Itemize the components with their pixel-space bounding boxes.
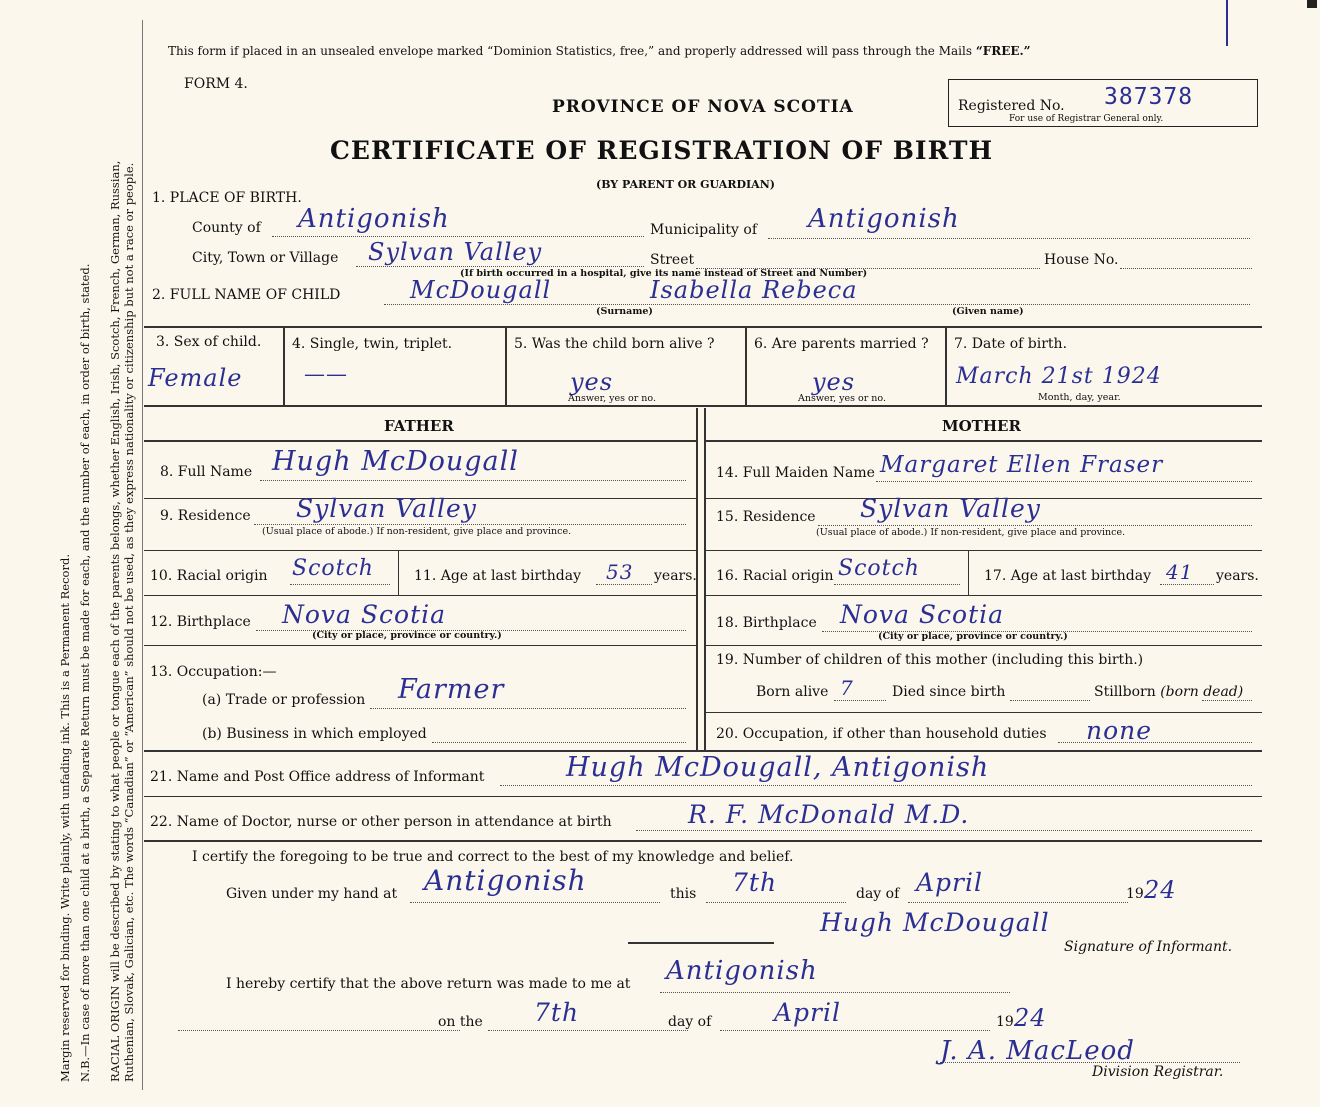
given-dayof-label: day of [856, 886, 900, 902]
father-age-value: 53 [606, 560, 634, 584]
parents-married-caption: Answer, yes or no. [798, 393, 887, 404]
parents-married-question: 6. Are parents married ? [754, 336, 929, 352]
given-month-value: April [916, 868, 983, 897]
certificate-subtitle: (BY PARENT OR GUARDIAN) [596, 178, 775, 191]
father-birthplace-label: 12. Birthplace [150, 614, 251, 630]
registrar-day-value: 7th [534, 998, 580, 1027]
father-occupation-label: 13. Occupation:— [150, 664, 277, 680]
mother-residence-value: Sylvan Valley [860, 494, 1041, 523]
informant-dotline [500, 785, 1252, 786]
certify-statement: I certify the foregoing to be true and correct to the best of my knowledge and belief. [192, 849, 794, 865]
registrar-day-dotline [488, 1030, 688, 1031]
rule-f-3 [144, 595, 696, 596]
rule-m-age-div [968, 550, 969, 595]
registrar-place-dotline [660, 992, 1010, 993]
doctor-value: R. F. McDonald M.D. [688, 800, 970, 829]
mother-occupation-label: 20. Occupation, if other than household duties [716, 726, 1047, 742]
given-year-prefix: 19 [1126, 886, 1144, 902]
mail-notice [168, 44, 1031, 58]
rule-m-3 [706, 595, 1262, 596]
born-alive-value: 7 [840, 676, 854, 700]
county-label: County of [192, 220, 261, 236]
father-trade-label: (a) Trade or profession [202, 692, 366, 708]
father-birthplace-value: Nova Scotia [282, 600, 447, 629]
father-residence-value: Sylvan Valley [296, 494, 477, 523]
mother-years: years. [1216, 568, 1259, 584]
born-alive-caption: Answer, yes or no. [568, 393, 657, 404]
registrar-note: For use of Registrar General only. [1009, 114, 1164, 124]
stillborn-label [1094, 684, 1243, 700]
father-years: years. [654, 568, 697, 584]
registrar-month-dotline [720, 1030, 990, 1031]
born-alive-answer: yes [570, 368, 614, 396]
registrar-statement: I hereby certify that the above return was made to me at [226, 976, 631, 992]
house-label: House No. [1044, 252, 1119, 268]
father-residence-dotline [254, 524, 686, 525]
street-label: Street [650, 252, 695, 268]
pen-mark [1226, 0, 1228, 46]
mother-residence-label: 15. Residence [716, 509, 816, 525]
house-dotline [1120, 268, 1252, 269]
margin-note-3: RACIAL ORIGIN will be described by stating to what people or tongue each of the parents belongs, whether English, Irish, Scotch, French, German, Russian, [108, 160, 122, 1082]
dob-caption: Month, day, year. [1038, 392, 1121, 403]
rule-m-4 [706, 645, 1262, 646]
margin-rule [142, 20, 143, 1090]
father-business-dotline [432, 742, 686, 743]
child-given-name: Isabella Rebeca [650, 276, 858, 304]
registrar-year-prefix: 19 [996, 1014, 1014, 1030]
margin-note-1: Margin reserved for binding. Write plainly, with unfading ink. This is a Permanent Record. [58, 554, 72, 1082]
hospital-note: (If birth occurred in a hospital, give its name instead of Street and Number) [460, 268, 868, 279]
father-residence-label: 9. Residence [160, 508, 251, 524]
mother-birthplace-label: 18. Birthplace [716, 615, 817, 631]
given-under-label: Given under my hand at [226, 886, 398, 902]
father-residence-caption: (Usual place of abode.) If non-resident, give place and province. [262, 526, 572, 537]
mother-age-value: 41 [1166, 560, 1194, 584]
given-this-label: this [670, 886, 697, 902]
given-day-dotline [706, 902, 846, 903]
mother-birthplace-caption: (City or place, province or country.) [878, 631, 1068, 642]
registrar-month-value: April [774, 998, 841, 1027]
father-name-value: Hugh McDougall [272, 446, 519, 477]
rule-row3-div3 [745, 326, 747, 405]
father-trade-value: Farmer [398, 674, 505, 705]
place-section-label: 1. PLACE OF BIRTH. [152, 190, 302, 206]
rule-f-age-div [398, 550, 399, 595]
given-place-dotline [410, 902, 660, 903]
rule-row3-div2 [505, 326, 507, 405]
dob-value: March 21st 1924 [956, 364, 1162, 389]
rule-f-4 [144, 645, 696, 646]
mother-age-label: 17. Age at last birthday [984, 568, 1152, 584]
sex-value: Female [148, 364, 243, 392]
mail-notice-text: This form if placed in an unsealed envelope marked “Dominion Statistics, free,” and properly addressed will pass through the Mails [168, 44, 976, 58]
informant-value: Hugh McDougall, Antigonish [566, 752, 990, 783]
mother-name-label: 14. Full Maiden Name [716, 465, 875, 481]
mail-free: “FREE.” [975, 44, 1031, 58]
city-dotline [356, 266, 644, 267]
city-label: City, Town or Village [192, 250, 339, 266]
rule-row3-div1 [283, 326, 285, 405]
mother-occupation-value: none [1086, 716, 1153, 745]
dob-label: 7. Date of birth. [954, 336, 1068, 352]
surname-caption: (Surname) [596, 306, 653, 317]
registered-number: 387378 [1104, 84, 1194, 110]
registrar-dayof-label: day of [668, 1014, 712, 1030]
registrar-on-the: on the [438, 1014, 483, 1030]
registrar-place-value: Antigonish [666, 956, 818, 986]
rule-row3-top [144, 326, 1262, 328]
mother-racial-value: Scotch [838, 556, 920, 581]
given-place-value: Antigonish [424, 864, 587, 897]
informant-label: 21. Name and Post Office address of Informant [150, 769, 485, 785]
mother-residence-dotline [818, 525, 1252, 526]
born-alive-label: Born alive [756, 684, 829, 700]
rule-f-2 [144, 550, 696, 551]
mother-name-value: Margaret Ellen Fraser [880, 452, 1164, 478]
father-racial-label: 10. Racial origin [150, 568, 268, 584]
given-caption: (Given name) [952, 306, 1024, 317]
county-value: Antigonish [298, 204, 450, 234]
rule-col-right [704, 408, 706, 750]
mother-age-dotline [1160, 584, 1214, 585]
rule-m-2 [706, 550, 1262, 551]
born-dead-caption: (born dead) [1160, 684, 1244, 700]
city-value: Sylvan Valley [368, 238, 543, 266]
stillborn-text: Stillborn [1094, 684, 1156, 700]
mother-racial-label: 16. Racial origin [716, 568, 834, 584]
rule-row3-bottom [144, 405, 1262, 407]
father-trade-dotline [370, 708, 686, 709]
father-racial-value: Scotch [292, 556, 374, 581]
rule-m-5 [706, 712, 1262, 713]
province-heading: PROVINCE OF NOVA SCOTIA [552, 97, 854, 117]
informant-signature-caption: Signature of Informant. [1064, 939, 1233, 955]
form-number: FORM 4. [184, 76, 248, 92]
registrar-signature: J. A. MacLeod [940, 1036, 1135, 1066]
certificate-title: CERTIFICATE OF REGISTRATION OF BIRTH [330, 136, 994, 165]
county-dotline [272, 236, 644, 237]
given-month-dotline [908, 902, 1128, 903]
father-heading: FATHER [384, 417, 454, 435]
municipality-dotline [768, 238, 1250, 239]
mother-racial-dotline [834, 584, 960, 585]
mother-residence-caption: (Usual place of abode.) If non-resident, give place and province. [816, 527, 1126, 538]
doctor-label: 22. Name of Doctor, nurse or other person in attendance at birth [150, 814, 612, 830]
rule-doctor-bottom [144, 840, 1262, 842]
father-name-label: 8. Full Name [160, 464, 253, 480]
municipality-label: Municipality of [650, 222, 758, 238]
father-birthplace-caption: (City or place, province or country.) [312, 630, 502, 641]
stillborn-dotline [1202, 700, 1252, 701]
born-alive-dotline [834, 700, 886, 701]
rule-father-head [144, 440, 696, 442]
plurality-value: —— [304, 362, 348, 386]
rule-informant-bottom [144, 796, 1262, 797]
father-age-label: 11. Age at last birthday [414, 568, 582, 584]
father-age-dotline [596, 584, 652, 585]
given-year-value: 24 [1144, 876, 1177, 904]
father-racial-dotline [290, 584, 390, 585]
plurality-label: 4. Single, twin, triplet. [292, 336, 453, 352]
mother-children-label: 19. Number of children of this mother (including this birth.) [716, 652, 1144, 668]
registrar-lead-dotline [178, 1030, 460, 1031]
registered-label: Registered No. [958, 98, 1065, 114]
corner-mark [1307, 0, 1317, 8]
registrar-year-value: 24 [1014, 1004, 1047, 1032]
child-surname: McDougall [410, 276, 552, 304]
born-alive-question: 5. Was the child born alive ? [514, 336, 715, 352]
mother-heading: MOTHER [942, 417, 1021, 435]
mother-name-dotline [876, 481, 1252, 482]
parents-married-answer: yes [812, 368, 856, 396]
child-name-label: 2. FULL NAME OF CHILD [152, 287, 341, 303]
died-since-birth-label: Died since birth [892, 684, 1006, 700]
registrar-caption: Division Registrar. [1092, 1064, 1224, 1080]
father-business-label: (b) Business in which employed [202, 726, 427, 742]
margin-note-4: Ruthenian, Slovak, Galician, etc. The words “Canadian” or “American” should not be used, as they express nationality or citizenship but not a race or people. [122, 162, 136, 1082]
sex-label: 3. Sex of child. [156, 334, 262, 350]
died-since-birth-dotline [1010, 700, 1090, 701]
rule-mother-head [706, 440, 1262, 442]
father-name-dotline [260, 480, 686, 481]
margin-note-2: N.B.—In case of more than one child at a birth, a Separate Return must be made for each, and the number of each, in order of birth, stated. [78, 263, 92, 1082]
child-name-dotline [384, 304, 1250, 305]
rule-row3-div4 [945, 326, 947, 405]
given-day-value: 7th [732, 868, 778, 897]
informant-signature: Hugh McDougall [820, 908, 1050, 937]
registered-box [948, 79, 1258, 127]
seal-line [628, 942, 774, 944]
municipality-value: Antigonish [808, 204, 960, 234]
doctor-dotline [636, 830, 1252, 831]
mother-birthplace-value: Nova Scotia [840, 600, 1005, 629]
